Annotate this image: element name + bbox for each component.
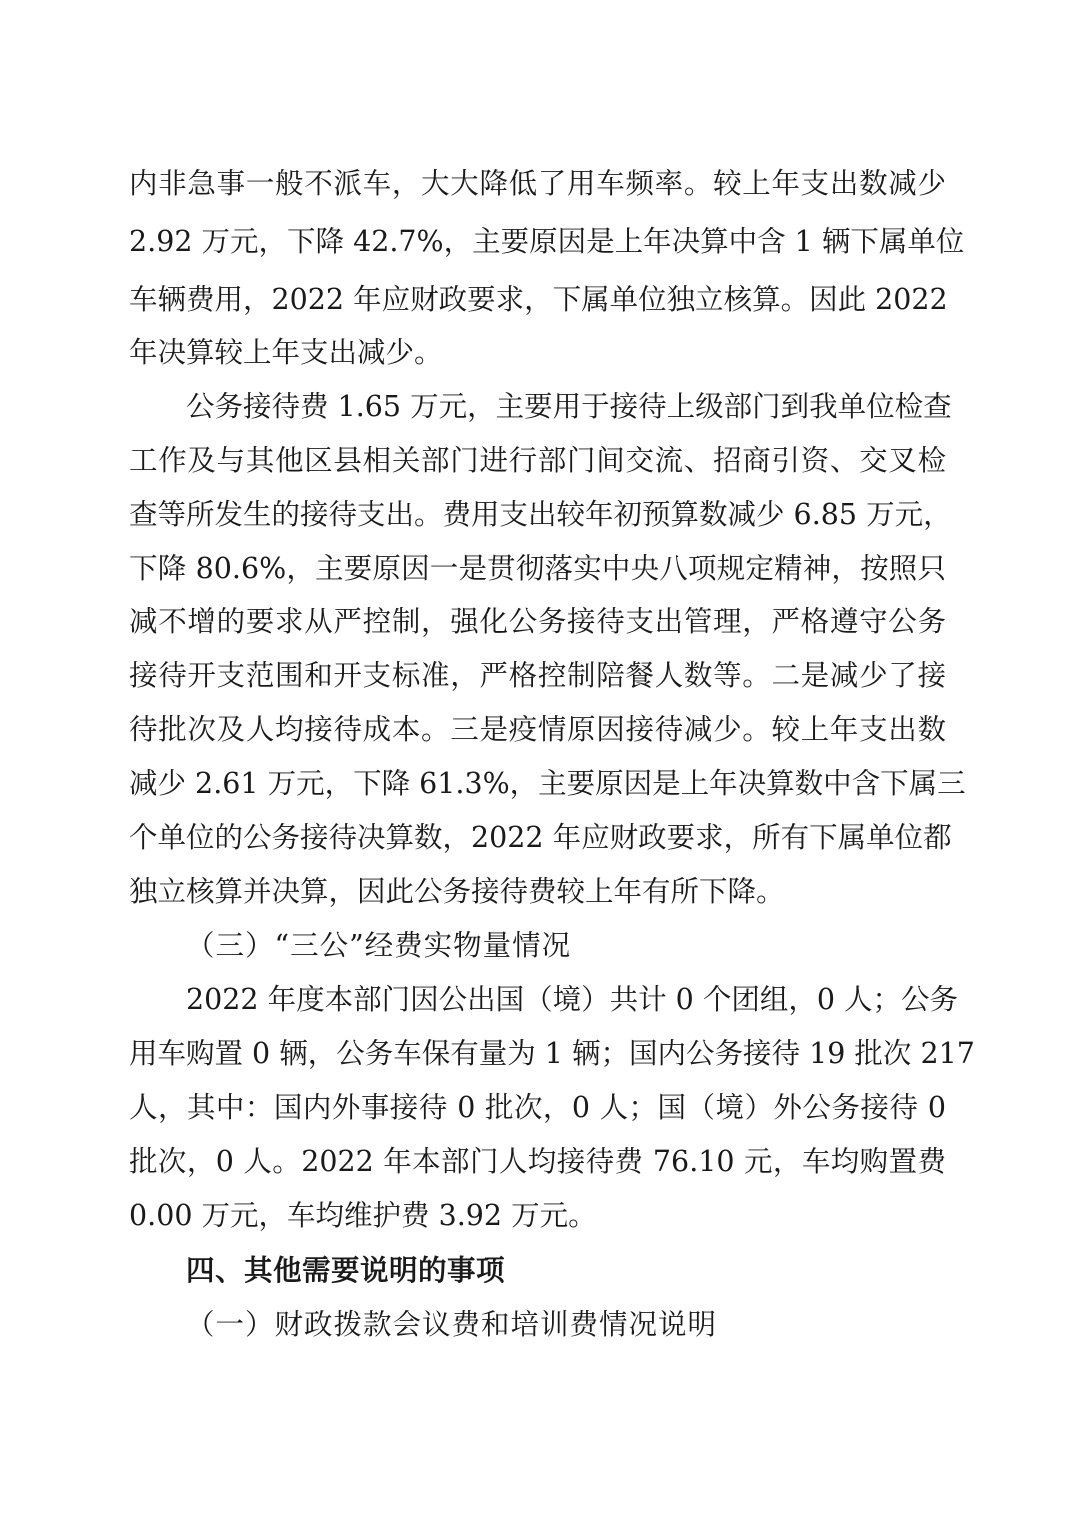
text-line: 查等所发生的接待支出。费用支出较年初预算数减少 6.85 万元，	[129, 498, 952, 531]
section-heading: 四、其他需要说明的事项	[186, 1254, 506, 1287]
text-line: 待批次及人均接待成本。三是疫情原因接待减少。较上年支出数	[129, 713, 946, 746]
text-line: 减不增的要求从严控制，强化公务接待支出管理，严格遵守公务	[129, 605, 946, 638]
text-line: 内非急事一般不派车，大大降低了用车频率。较上年支出数减少	[129, 167, 946, 200]
text-line: 减少 2.61 万元，下降 61.3%，主要原因是上年决算数中含下属三	[129, 767, 966, 800]
text-line: 年决算较上年支出减少。	[129, 336, 443, 369]
paragraph-start: 2022 年度本部门因公出国（境）共计 0 个团组，0 人；公务	[186, 983, 959, 1016]
text-line: 车辆费用，2022 年应财政要求，下属单位独立核算。因此 2022	[129, 283, 948, 316]
section-subheading: （一）财政拨款会议费和培训费情况说明	[186, 1308, 718, 1341]
text-line: 0.00 万元，车均维护费 3.92 万元。	[129, 1199, 597, 1232]
text-line: 接待开支范围和开支标准，严格控制陪餐人数等。二是减少了接	[129, 659, 946, 692]
text-line: 独立核算并决算，因此公务接待费较上年有所下降。	[129, 875, 785, 908]
text-line: 2.92 万元，下降 42.7%，主要原因是上年决算中含 1 辆下属单位	[129, 225, 965, 258]
text-line: 批次，0 人。2022 年本部门人均接待费 76.10 元，车均购置费	[129, 1145, 946, 1178]
text-line: 个单位的公务接待决算数，2022 年应财政要求，所有下属单位都	[129, 821, 952, 854]
text-line: 用车购置 0 辆，公务车保有量为 1 辆；国内公务接待 19 批次 217	[129, 1037, 975, 1070]
text-line: 工作及与其他区县相关部门进行部门间交流、招商引资、交叉检	[129, 444, 946, 477]
text-line: 下降 80.6%，主要原因一是贯彻落实中央八项规定精神，按照只	[129, 552, 946, 585]
paragraph-start: 公务接待费 1.65 万元，主要用于接待上级部门到我单位检查	[186, 390, 952, 423]
text-line: 人，其中：国内外事接待 0 批次，0 人；国（境）外公务接待 0	[129, 1091, 946, 1124]
section-subheading: （三）“三公”经费实物量情况	[186, 929, 572, 962]
